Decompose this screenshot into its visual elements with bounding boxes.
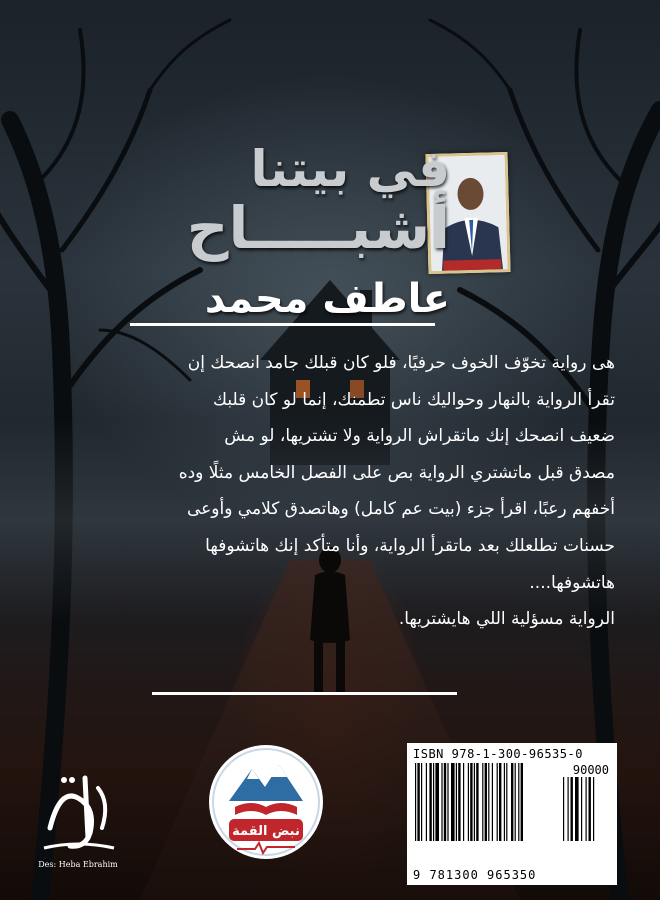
barcode-bar (488, 763, 489, 841)
barcode-addon-bar (568, 777, 569, 841)
book-title-line-1: في بيتنا (250, 140, 450, 198)
isbn-barcode (407, 743, 617, 885)
barcode-bar (476, 763, 478, 841)
designer-logo-icon (30, 758, 126, 860)
barcode-digits: 9 781300 965350 (413, 868, 537, 882)
blurb-line: الرواية مسؤلية اللي هايشتريها. (398, 609, 615, 630)
barcode-bar (435, 763, 439, 841)
barcode-addon-bar (589, 777, 591, 841)
barcode-addon-bar (563, 777, 564, 841)
blurb-line: أخفهم رعبًا، اقرأ جزء (بيت عم كامل) وهاتصدق كلامي وأوعى (186, 499, 615, 520)
blurb-line: مصدق قبل ماتشتري الرواية بص على الفصل الخامس مثلًا وده (178, 462, 615, 483)
blurb-line: هاتشوفها.... (529, 572, 615, 593)
barcode-bar (492, 763, 493, 841)
barcode-bar (429, 763, 431, 841)
blurb-line: هى رواية تخوّف الخوف حرفيًا، فلو كان قبلك جامد انصحك إن (187, 353, 615, 373)
barcode-addon-bar (575, 777, 579, 841)
barcode-bar (456, 763, 457, 841)
barcode-bar (515, 763, 516, 841)
barcode-bar (441, 763, 442, 841)
isbn-label: ISBN 978-1-300-96535-0 (413, 747, 583, 761)
barcode-bar (451, 763, 455, 841)
barcode-addon-bar (581, 777, 582, 841)
barcode-bar (447, 763, 448, 841)
barcode-addon-bar (593, 777, 594, 841)
barcode-bar (417, 763, 419, 841)
blurb-line: حسنات تطلعلك بعد ماتقرأ الرواية، وأنا متأكد إنك هاتشوفها (205, 535, 615, 556)
publisher-logo-icon (207, 743, 325, 861)
barcode-bar (463, 763, 464, 841)
barcode-bar (506, 763, 507, 841)
barcode-bar (470, 763, 472, 841)
book-title-line-2: أشبـــــاح (186, 194, 450, 262)
barcode-bar (426, 763, 427, 841)
author-name: عاطف محمد (204, 276, 450, 322)
barcode-bar (444, 763, 446, 841)
blurb-text (55, 345, 615, 638)
barcode-addon: 90000 (572, 763, 609, 777)
barcode-bar (421, 763, 422, 841)
barcode-addon-bar (571, 777, 573, 841)
publisher-name: نبض القمة (232, 824, 300, 839)
barcode-bar (511, 763, 513, 841)
barcode-bar (485, 763, 487, 841)
divider-bottom (152, 692, 457, 695)
barcode-bar (458, 763, 460, 841)
barcode-bar (521, 763, 523, 841)
blurb-line: ضعيف انصحك إنك ماتقراش الرواية ولا تشتريها، لو مش (224, 426, 615, 447)
barcode-bar (497, 763, 498, 841)
barcode-bar (482, 763, 483, 841)
barcode-bars (413, 763, 611, 859)
designer-credit: Des: Heba Ebrahim (38, 860, 118, 869)
barcode-bar (499, 763, 501, 841)
blurb-line: تقرأ الرواية بالنهار وحواليك ناس تطمنك، إنما لو كان قلبك (213, 389, 615, 410)
barcode-bar (433, 763, 434, 841)
barcode-bar (504, 763, 505, 841)
barcode-bar (518, 763, 519, 841)
barcode-addon-bar (586, 777, 587, 841)
divider-top (130, 323, 435, 326)
barcode-bar (474, 763, 475, 841)
barcode-bar (415, 763, 416, 841)
barcode-bar (468, 763, 469, 841)
